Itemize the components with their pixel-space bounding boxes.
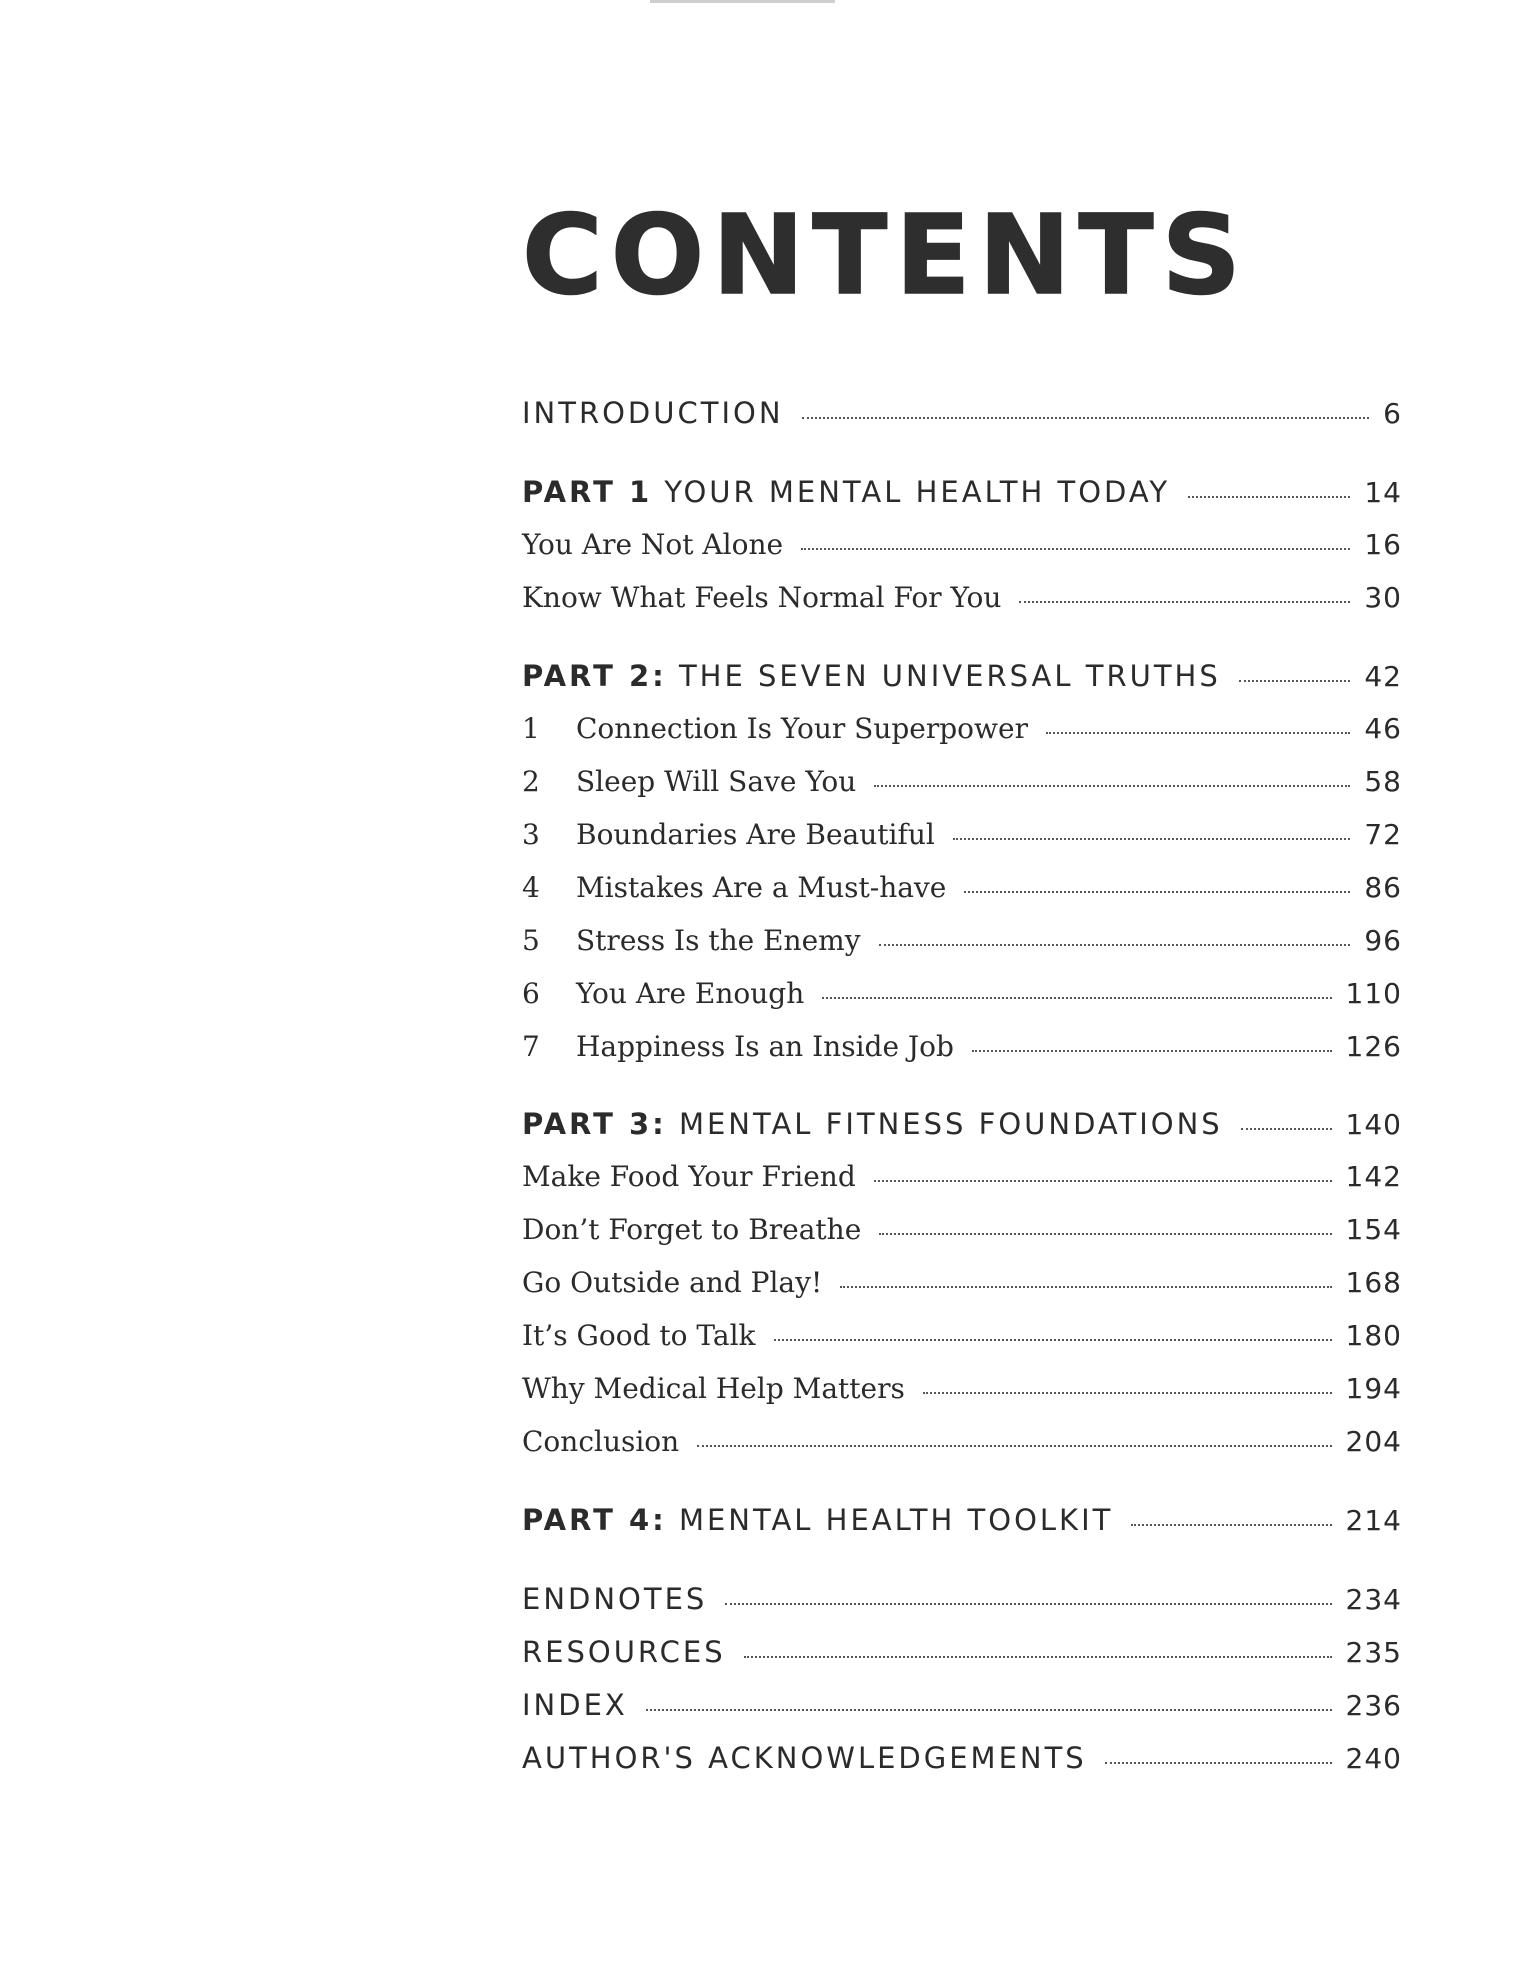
toc-entry xyxy=(522,1372,1402,1405)
truth-number: 2 xyxy=(522,765,540,798)
dot-leader xyxy=(953,838,1351,840)
dot-leader xyxy=(744,1656,1332,1658)
dot-leader xyxy=(972,1050,1332,1052)
toc-label: Mistakes Are a Must-have xyxy=(576,871,947,904)
toc-page-number: 140 xyxy=(1345,1108,1402,1141)
part-title: THE SEVEN UNIVERSAL TRUTHS xyxy=(678,659,1221,693)
truth-number: 4 xyxy=(522,871,540,904)
toc-entry xyxy=(522,1266,1402,1299)
truth-number: 3 xyxy=(522,818,540,851)
toc-entry xyxy=(522,528,1402,561)
toc-entry-truth xyxy=(522,765,1402,798)
part-number: PART 3: xyxy=(522,1107,667,1141)
part-number: PART 2: xyxy=(522,659,667,693)
toc-entry-truth xyxy=(522,1030,1402,1063)
dot-leader xyxy=(802,417,1370,419)
toc-label: INDEX xyxy=(522,1688,628,1722)
dot-leader xyxy=(874,785,1350,787)
toc-page-number: 14 xyxy=(1364,476,1402,509)
truth-number: 5 xyxy=(522,924,540,957)
toc-page-number: 42 xyxy=(1364,660,1402,693)
toc-page-number: 234 xyxy=(1345,1583,1402,1616)
toc-page-number: 194 xyxy=(1345,1372,1402,1405)
toc-page-number: 96 xyxy=(1364,924,1402,957)
part-title: MENTAL HEALTH TOOLKIT xyxy=(678,1503,1114,1537)
toc-page-number: 154 xyxy=(1345,1213,1402,1246)
toc-label: Know What Feels Normal For You xyxy=(522,581,1002,614)
toc-label: You Are Not Alone xyxy=(522,528,784,561)
dot-leader xyxy=(801,548,1350,550)
toc-page-number: 142 xyxy=(1345,1160,1402,1193)
toc-page-number: 204 xyxy=(1345,1425,1402,1458)
dot-leader xyxy=(1046,732,1350,734)
toc-entry-truth xyxy=(522,712,1402,745)
dot-leader xyxy=(879,1233,1331,1235)
toc-label: Go Outside and Play! xyxy=(522,1266,823,1299)
page-title: CONTENTS xyxy=(522,191,1249,319)
dot-leader xyxy=(840,1286,1331,1288)
toc-page-number: 58 xyxy=(1364,765,1402,798)
toc-page-number: 16 xyxy=(1364,528,1402,561)
toc-label: Stress Is the Enemy xyxy=(576,924,861,957)
dot-leader xyxy=(1188,496,1350,498)
toc-entry-index xyxy=(522,1688,1402,1722)
dot-leader xyxy=(725,1603,1331,1605)
toc-entry xyxy=(522,1213,1402,1246)
truth-number: 6 xyxy=(522,977,540,1010)
toc-page-number: 126 xyxy=(1345,1030,1402,1063)
dot-leader xyxy=(879,944,1351,946)
toc-page-number: 6 xyxy=(1383,397,1402,430)
toc-label: You Are Enough xyxy=(576,977,805,1010)
toc-page-number: 168 xyxy=(1345,1266,1402,1299)
toc-entry-endnotes xyxy=(522,1582,1402,1616)
toc-entry xyxy=(522,1160,1402,1193)
dot-leader xyxy=(1239,680,1351,682)
dot-leader xyxy=(1105,1762,1332,1764)
toc-part-4 xyxy=(522,1503,1402,1537)
dot-leader xyxy=(1019,601,1350,603)
dot-leader xyxy=(697,1445,1331,1447)
toc-page-number: 214 xyxy=(1345,1504,1402,1537)
toc-label: Happiness Is an Inside Job xyxy=(576,1030,954,1063)
toc-part-2 xyxy=(522,659,1402,693)
toc-label: ENDNOTES xyxy=(522,1582,708,1616)
toc-label: Make Food Your Friend xyxy=(522,1160,856,1193)
toc-label: Don’t Forget to Breathe xyxy=(522,1213,862,1246)
toc-label: INTRODUCTION xyxy=(522,396,784,430)
part-number: PART 4: xyxy=(522,1503,667,1537)
toc-entry xyxy=(522,1425,1402,1458)
toc-page-number: 240 xyxy=(1345,1742,1402,1775)
toc-page-number: 180 xyxy=(1345,1319,1402,1352)
toc-entry-truth xyxy=(522,924,1402,957)
toc-label: It’s Good to Talk xyxy=(522,1319,756,1352)
dot-leader xyxy=(774,1339,1332,1341)
toc-label: Sleep Will Save You xyxy=(576,765,857,798)
toc-page-number: 46 xyxy=(1364,712,1402,745)
dot-leader xyxy=(646,1709,1332,1711)
toc-label: Boundaries Are Beautiful xyxy=(576,818,935,851)
toc-label: Conclusion xyxy=(522,1425,680,1458)
truth-number: 7 xyxy=(522,1030,540,1063)
toc-page-number: 110 xyxy=(1345,977,1402,1010)
toc-label: RESOURCES xyxy=(522,1635,726,1669)
dot-leader xyxy=(964,891,1350,893)
dot-leader xyxy=(923,1392,1332,1394)
toc-page-number: 86 xyxy=(1364,871,1402,904)
dot-leader xyxy=(822,997,1331,999)
toc-label: Connection Is Your Superpower xyxy=(576,712,1028,745)
toc-page-number: 235 xyxy=(1345,1636,1402,1669)
part-number: PART 1 xyxy=(522,475,653,509)
part-title: MENTAL FITNESS FOUNDATIONS xyxy=(678,1107,1223,1141)
dot-leader xyxy=(1241,1128,1332,1130)
toc-entry-introduction xyxy=(522,396,1402,430)
toc-entry-acknowledgements xyxy=(522,1741,1402,1775)
toc-page-number: 30 xyxy=(1364,581,1402,614)
toc-part-1 xyxy=(522,475,1402,509)
truth-number: 1 xyxy=(522,712,540,745)
toc-entry-truth xyxy=(522,871,1402,904)
dot-leader xyxy=(1131,1524,1331,1526)
toc-part-3 xyxy=(522,1107,1402,1141)
toc-label: Why Medical Help Matters xyxy=(522,1372,905,1405)
dot-leader xyxy=(874,1180,1332,1182)
toc-entry-truth xyxy=(522,977,1402,1010)
toc-label: AUTHOR'S ACKNOWLEDGEMENTS xyxy=(522,1741,1087,1775)
toc-entry xyxy=(522,581,1402,614)
toc-page-number: 72 xyxy=(1364,818,1402,851)
part-title: YOUR MENTAL HEALTH TODAY xyxy=(664,475,1171,509)
toc-entry-truth xyxy=(522,818,1402,851)
scan-edge-mark xyxy=(650,0,835,3)
toc-page-number: 236 xyxy=(1345,1689,1402,1722)
toc-entry xyxy=(522,1319,1402,1352)
toc-entry-resources xyxy=(522,1635,1402,1669)
